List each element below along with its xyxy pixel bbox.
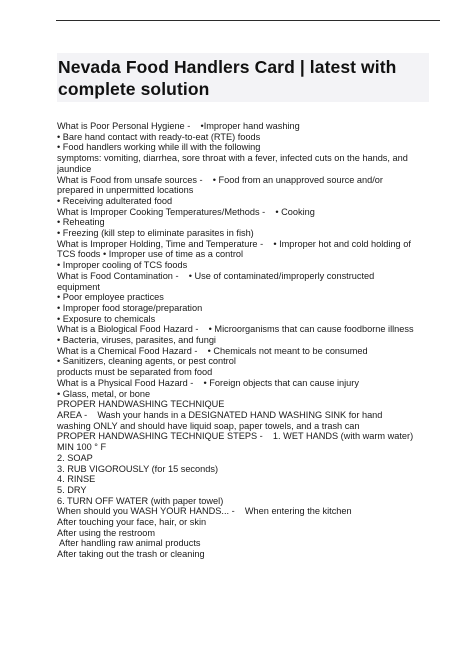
body-text-line: MIN 100 ° F: [57, 442, 107, 453]
body-text-line: • Exposure to chemicals: [57, 313, 156, 324]
body-text-line: • Improper cooling of TCS foods: [57, 260, 188, 271]
body-text-line: After handling raw animal products: [57, 538, 201, 549]
body-text-line: PROPER HANDWASHING TECHNIQUE STEPS - 1. WET HANDS (with warm water): [57, 431, 414, 442]
body-text-line: • Glass, metal, or bone: [57, 388, 151, 399]
body-text-line: • Bacteria, viruses, parasites, and fungi: [57, 335, 216, 346]
body-text-line: • Freezing (kill step to eliminate parasites in fish): [57, 228, 254, 239]
document-title: Nevada Food Handlers Card | latest with complete solution: [58, 57, 397, 99]
body-text-line: What is a Physical Food Hazard - • Foreign objects that can cause injury: [57, 377, 359, 388]
body-text-line: What is a Chemical Food Hazard - • Chemicals not meant to be consumed: [57, 345, 368, 356]
body-text-line: jaundice: [57, 163, 92, 174]
body-text-line: • Poor employee practices: [57, 292, 164, 303]
body-text-line: • Receiving adulterated food: [57, 195, 173, 206]
body-text-line: 3. RUB VIGOROUSLY (for 15 seconds): [57, 463, 219, 474]
body-text-line: washing ONLY and should have liquid soap, paper towels, and a trash can: [57, 420, 360, 431]
body-text-line: equipment: [57, 281, 100, 292]
body-text-line: AREA - Wash your hands in a DESIGNATED HAND WASHING SINK for hand: [57, 409, 383, 420]
body-text-line: prepared in unpermitted locations: [57, 185, 194, 196]
body-text-line: • Bare hand contact with ready-to-eat (RTE) foods: [57, 131, 261, 142]
body-text-line: What is Poor Personal Hygiene - •Improper hand washing: [57, 121, 300, 131]
body-text-line: • Improper food storage/preparation: [57, 302, 203, 313]
body-text-line: • Food handlers working while ill with the following: [57, 142, 261, 153]
body-text-line: 2. SOAP: [57, 452, 93, 463]
body-text-line: • Sanitizers, cleaning agents, or pest control: [57, 356, 236, 367]
body-text-line: 5. DRY: [57, 484, 87, 495]
body-text-line: PROPER HANDWASHING TECHNIQUE: [57, 399, 225, 410]
body-text-line: • Reheating: [57, 217, 105, 228]
body-text-line: products must be separated from food: [57, 367, 213, 378]
body-text-line: After touching your face, hair, or skin: [57, 517, 207, 528]
body-text-line: After taking out the trash or cleaning: [57, 549, 205, 560]
body-text-line: 6. TURN OFF WATER (with paper towel): [57, 495, 224, 506]
body-text-line: What is Improper Holding, Time and Temperature - • Improper hot and cold holding of: [57, 238, 411, 249]
body-text-line: What is a Biological Food Hazard - • Microorganisms that can cause foodborne illness: [57, 324, 414, 335]
body-text-line: What is Food from unsafe sources - • Food from an unapproved source and/or: [57, 174, 383, 185]
body-text-line: TCS foods • Improper use of time as a control: [57, 249, 244, 260]
body-text-line: When should you WASH YOUR HANDS... - When entering the kitchen: [57, 506, 352, 517]
document-body: [57, 121, 437, 560]
body-text-line: After using the restroom: [57, 527, 156, 538]
body-text-line: symptoms: vomiting, diarrhea, sore throat with a fever, infected cuts on the hands, and: [57, 153, 408, 164]
header-divider: [56, 20, 440, 21]
body-text-line: 4. RINSE: [57, 474, 96, 485]
body-text-line: What is Food Contamination - • Use of contaminated/improperly constructed: [57, 270, 375, 281]
body-text-line: What is Improper Cooking Temperatures/Methods - • Cooking: [57, 206, 315, 217]
